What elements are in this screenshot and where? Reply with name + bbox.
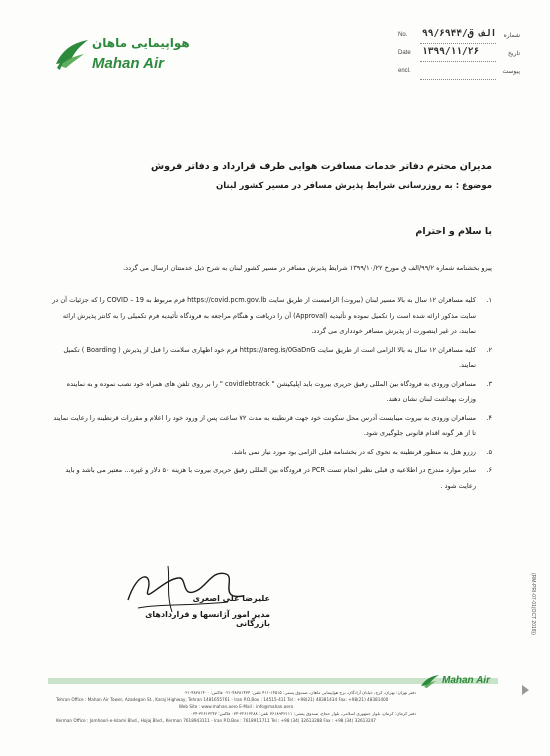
letter-number-row [398,30,520,44]
list-item [52,411,492,442]
greeting: با سلام و احترام [415,226,492,237]
list-item [52,293,492,340]
footer-tehran-fa: دفتر تهران: تهران، کرج، خیابان آزادگان، برج هواپیمایی ماهان، صندوق پستی: ۱۴۵۱۵-۴۱۱ تلفن: ۴۸۳۸۱۴۳۴-۰۲۱ فاکس: ۴۸۳۸۱۴۰۰-۰۲۱ [183,690,416,695]
item-number: ۵. [486,447,492,456]
footer-kerman-en: Kerman Office : Jomhoori-e-Islami Blvd., Hojaj Blvd., Kerman 7618943111 - Iran P.O.Box : 7618911711 Tel : +98 (34) 32613288 Fax : +98 (34) 32613247 [56,718,376,723]
intro-paragraph: پیرو بخشنامه شماره ۹۹/۲/الف ق مورخ ۱۳۹۹/۱۰/۲۲ شرایط پذیرش مسافر در مسیر کشور لبنان به شرح ذیل خدمتتان ارسال می گردد. [123,264,492,272]
list-item [52,343,492,374]
logo-persian-text: هواپیمایی ماهان [92,36,190,50]
signatory-title: مدیر امور آژانسها و قراردادهای بازرگانی [145,610,270,628]
subject-line: موضوع : به روزرسانی شرایط پذیرش مسافر در مسیر کشور لبنان [215,181,492,191]
bird-logo-icon [54,36,90,72]
mahan-air-logo [54,36,190,80]
letter-date-row [398,48,520,62]
item-number: ۴. [486,413,492,422]
number-underline [420,43,496,44]
item-number: ۲. [486,345,492,354]
footer-bird-icon [420,674,440,688]
item-text: سایر موارد مندرج در اطلاعیه ی قبلی نظیر انجام تست PCR در فرودگاه بین المللی رفیق حریری بیروت با هزینه ۵۰ دلار و غیره... معتبر می باشد و باید رعایت شود . [65,466,476,490]
recipient-line: مدیران محترم دفاتر خدمات مسافرت هوایی طرف قرارداد و دفاتر فروش [151,161,492,172]
item-number: ۳. [486,379,492,388]
footer-kerman-fa: دفتر کرمان: کرمان، بلوار جمهوری اسلامی، بلوار حجاج، صندوق پستی: ۷۶۱۸۹۴۳۱۱۱ تلفن: ۳۲۶۱۳۲۸۸-۰۳۴ فاکس: ۳۲۶۱۳۲۴۷-۰۳۴ [190,711,416,716]
item-text: کلیه مسافران ۱۲ سال به بالا مسیر لبنان (بیروت) الزامیست از طریق سایت https://covid.pcm.gov.lb فرم مربوط به COVID – 19 را که جزئیات آن در سایت مذکور ارائه شده است را تکمیل نموده و تأئیدیه (Approval) آن را دریافت و هنگام مراجعه به فرودگاه تأئیدیه فرم تکمیلی را به کانتر پذیرش ارائه نمایند، در غیر اینصورت از پذیرش مسافر خودداری می گردد. [52,296,476,335]
item-text: مسافران ورودی به فرودگاه بین المللی رفیق حریری بیروت باید اپلیکیشن " covidlebtrack " را بر روی تلفن های همراه خود نصب نموده و به نماینده وزارت بهداشت لبنان نشان دهند. [66,379,476,403]
conditions-list [52,293,492,497]
item-text: مسافران ورودی به بیروت میبایست آدرس محل سکونت خود جهت قرنطینه به مدت ۷۲ ساعت پس از ورود خود را اعلام و مقررات قرنطینه را رعایت نمایند تا از هر گونه اقدام قانونی جلوگیری شود. [53,413,476,437]
footer-web: Web Site : www.mahan.aero E-Mail : info@mahan.aero [178,704,294,709]
date-label-fa: تاریخ [508,50,520,57]
form-code [528,575,536,685]
footer-arrow-icon [522,685,529,695]
list-item [52,445,492,461]
encl-underline [420,79,496,80]
date-label-en: Date [398,50,411,56]
logo-english-text: Mahan Air [92,55,164,72]
item-text: کلیه مسافران ۱۲ سال به بالا الزامی است از طریق سایت https://areg.is/0GaDnG فرم خود اظهاری سلامت را قبل از پذیرش ( Boarding ) تکمیل نمایند. [63,345,476,369]
list-item [52,377,492,408]
number-label-en: No. [398,32,408,38]
encl-label-en: encl. [398,68,411,74]
encl-label-fa: پیوست [502,68,520,75]
item-number: ۱. [486,296,492,304]
list-item [52,463,492,494]
footer-logo [420,673,520,691]
form-code-text: (RM-PRI-07-01(OCT 2018)) [530,573,536,635]
item-text: رزرو هتل به منظور قرنطینه به نحوی که در بخشنامه قبلی الزامی بود مورد نیاز نمی باشد. [231,447,476,456]
letter-number: ۹۹/۶۹۴۴/الف ق [422,28,497,39]
letter-date: ۱۳۹۹/۱۱/۲۶ [422,46,480,57]
footer-logo-text: Mahan Air [442,675,490,686]
item-number: ۶. [486,466,492,474]
signatory-name: علیرضا علی اصغری [192,594,270,603]
date-underline [420,61,496,62]
footer-tehran-en: Tehran Office : Mahan Air Tower, Azadegan St., Karaj Highway, Tehran 1481655761 - Iran P.O.Box : 14515-411 Tel : +98(21) 48381434 Fax: +98(21) 48381400 [56,697,389,702]
letter-encl-row [398,66,520,80]
number-label-fa: شماره [503,32,520,39]
